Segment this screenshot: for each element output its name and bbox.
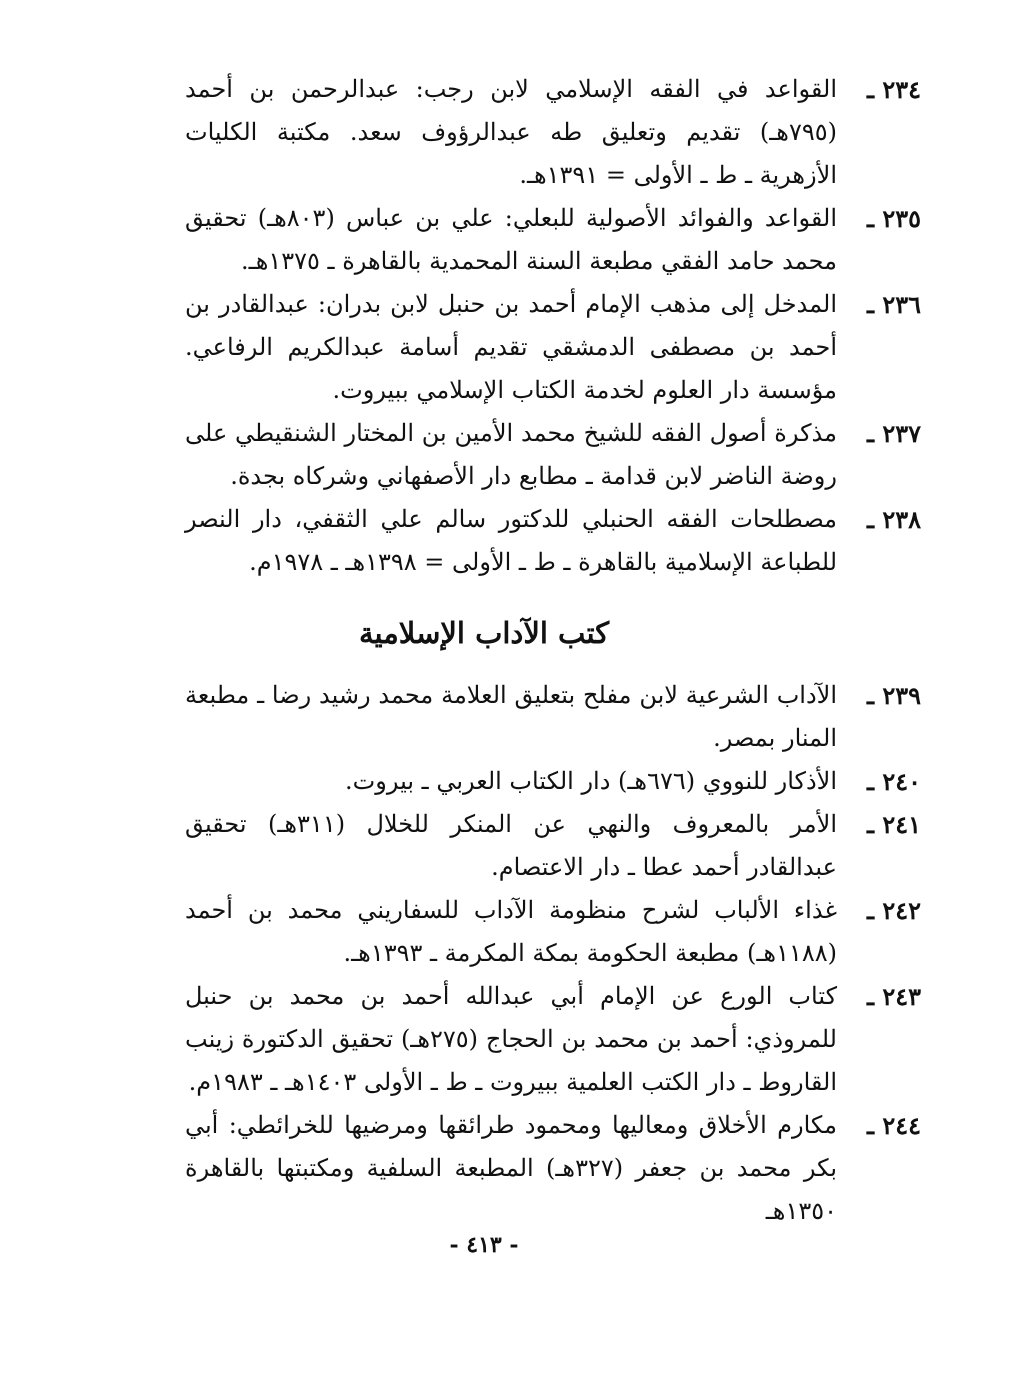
- bibliography-entry-235: [185, 197, 921, 283]
- page-number: - ٤١٣ -: [449, 1232, 519, 1258]
- entry-text: الآداب الشرعية لابن مفلح بتعليق العلامة محمد رشيد رضا ـ مطبعة المنار بمصر.: [185, 681, 837, 752]
- bibliography-entry-237: [185, 412, 921, 498]
- entry-number: ٢٤١ ـ: [866, 810, 921, 839]
- bibliography-entry-242: [185, 889, 921, 975]
- bibliography-entry-238: [185, 498, 921, 584]
- bibliography-entry-240: [185, 760, 921, 803]
- entry-text: غذاء الألباب لشرح منظومة الآداب للسفاريني محمد بن أحمد (١١٨٨هـ) مطبعة الحكومة بمكة المكرمة ـ ١٣٩٣هـ.: [185, 896, 837, 967]
- entry-number: ٢٣٧ ـ: [866, 419, 921, 448]
- entry-text: كتاب الورع عن الإمام أبي عبدالله أحمد بن محمد بن حنبل للمروذي: أحمد بن محمد بن الحجاج (٢٧٥هـ) تحقيق الدكتورة زينب القاروط ـ دار الكتب العلمية ببيروت ـ ط ـ الأولى ١٤٠٣هـ ـ ١٩٨٣م.: [185, 982, 837, 1096]
- bibliography-list-fiqh: [185, 68, 921, 584]
- entry-text: الأذكار للنووي (٦٧٦هـ) دار الكتاب العربي ـ بيروت.: [345, 767, 837, 795]
- entry-text: مذكرة أصول الفقه للشيخ محمد الأمين بن المختار الشنقيطي على روضة الناضر لابن قدامة ـ مطابع دار الأصفهاني وشركاه بجدة.: [185, 419, 837, 490]
- entry-text: الأمر بالمعروف والنهي عن المنكر للخلال (٣١١هـ) تحقيق عبدالقادر أحمد عطا ـ دار الاعتصام.: [185, 810, 837, 881]
- entry-number: ٢٣٥ ـ: [866, 204, 921, 233]
- entry-number: ٢٣٦ ـ: [866, 290, 921, 319]
- entry-number: ٢٣٩ ـ: [866, 681, 921, 710]
- bibliography-entry-239: [185, 674, 921, 760]
- entry-number: ٢٤٢ ـ: [866, 896, 921, 925]
- bibliography-entry-241: [185, 803, 921, 889]
- bibliography-list-adab: [185, 674, 921, 1233]
- entry-text: المدخل إلى مذهب الإمام أحمد بن حنبل لابن بدران: عبدالقادر بن أحمد بن مصطفى الدمشقي تقديم أسامة عبدالكريم الرفاعي. مؤسسة دار العلوم لخدمة الكتاب الإسلامي ببيروت.: [185, 290, 837, 404]
- entry-number: ٢٤٠ ـ: [866, 767, 921, 796]
- entry-number: ٢٤٤ ـ: [866, 1111, 921, 1140]
- bibliography-entry-236: [185, 283, 921, 412]
- entry-text: مصطلحات الفقه الحنبلي للدكتور سالم علي الثقفي، دار النصر للطباعة الإسلامية بالقاهرة ـ ط ـ الأولى = ١٣٩٨هـ ـ ١٩٧٨م.: [185, 505, 837, 576]
- section-heading: كتب الآداب الإسلامية: [358, 616, 610, 650]
- bibliography-entry-234: [185, 68, 921, 197]
- entry-number: ٢٤٣ ـ: [866, 982, 921, 1011]
- entry-number: ٢٣٤ ـ: [866, 75, 921, 104]
- entry-number: ٢٣٨ ـ: [866, 505, 921, 534]
- entry-text: مكارم الأخلاق ومعاليها ومحمود طرائقها ومرضيها للخرائطي: أبي بكر محمد بن جعفر (٣٢٧هـ) المطبعة السلفية ومكتبتها بالقاهرة ١٣٥٠هـ: [185, 1111, 837, 1225]
- bibliography-entry-244: [185, 1104, 921, 1233]
- entry-text: القواعد والفوائد الأصولية للبعلي: علي بن عباس (٨٠٣هـ) تحقيق محمد حامد الفقي مطبعة السنة المحمدية بالقاهرة ـ ١٣٧٥هـ.: [185, 204, 838, 275]
- entry-text: القواعد في الفقه الإسلامي لابن رجب: عبدالرحمن بن أحمد (٧٩٥هـ) تقديم وتعليق طه عبدالرؤوف سعد. مكتبة الكليات الأزهرية ـ ط ـ الأولى = ١٣٩١هـ.: [185, 75, 837, 189]
- bibliography-entry-243: [185, 975, 921, 1104]
